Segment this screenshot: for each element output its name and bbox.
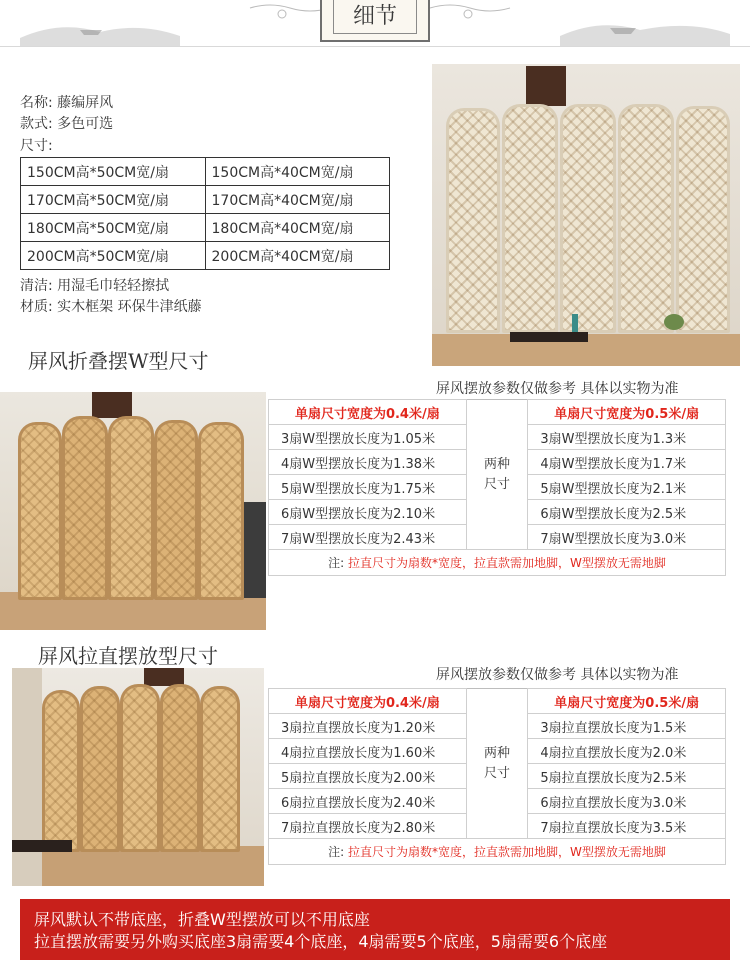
product-photo-cream xyxy=(432,64,740,366)
size-cell: 200CM高*50CM宽/扇 xyxy=(21,242,206,270)
fold-right-header: 单扇尺寸宽度为0.5米/扇 xyxy=(528,400,726,425)
table-note-row xyxy=(269,839,726,865)
product-style-line xyxy=(20,113,113,133)
product-style-value: 多色可选 xyxy=(57,116,114,132)
size-cell: 150CM高*50CM宽/扇 xyxy=(21,158,206,186)
product-clean-key: 清洁: xyxy=(20,278,53,294)
header-divider xyxy=(0,46,750,47)
fold-right-cell: 7扇W型摆放长度为3.0米 xyxy=(528,525,726,550)
screen-panel xyxy=(446,108,500,333)
fold-mid-label-1: 两种 xyxy=(484,456,511,472)
product-size-label: 尺寸: xyxy=(20,138,53,154)
fold-mid-blank xyxy=(466,425,528,450)
product-photo-straight xyxy=(12,668,264,886)
screen-panel xyxy=(62,416,108,600)
screen-panel xyxy=(42,690,80,852)
fold-mid-label-2: 尺寸 xyxy=(484,476,511,492)
fold-left-cell: 4扇W型摆放长度为1.38米 xyxy=(269,450,467,475)
straight-note xyxy=(269,839,726,865)
table-row xyxy=(269,739,726,764)
screen-panel xyxy=(676,106,730,333)
size-row xyxy=(21,158,390,186)
base-notice-banner xyxy=(20,899,730,960)
size-row xyxy=(21,214,390,242)
straight-mid-blank xyxy=(466,714,528,739)
fold-mid-label xyxy=(466,450,528,500)
banner-line-1: 屏风默认不带底座，折叠W型摆放可以不用底座 xyxy=(34,910,370,929)
product-photo-fold xyxy=(0,392,266,630)
straight-mid-blank xyxy=(466,814,528,839)
fold-mid-blank xyxy=(466,525,528,550)
straight-mid-blank xyxy=(466,689,528,714)
table-row xyxy=(269,500,726,525)
table-row xyxy=(269,525,726,550)
banner-line-2: 拉直摆放需要另外购买底座3扇需要4个底座，4扇需要5个底座，5扇需要6个底座 xyxy=(34,932,608,951)
fold-right-cell: 5扇W型摆放长度为2.1米 xyxy=(528,475,726,500)
plant xyxy=(664,314,684,330)
product-clean-line xyxy=(20,275,169,295)
straight-note-text: 拉直尺寸为扇数*宽度，拉直款需加地脚，W型摆放无需地脚 xyxy=(348,845,666,859)
fold-mid-blank xyxy=(466,500,528,525)
straight-right-cell: 6扇拉直摆放长度为3.0米 xyxy=(528,789,726,814)
straight-ref-note: 屏风摆放参数仅做参考 具体以实物为准 xyxy=(436,667,679,683)
size-cell: 170CM高*40CM宽/扇 xyxy=(205,186,390,214)
fold-right-cell: 6扇W型摆放长度为2.5米 xyxy=(528,500,726,525)
fold-mid-blank xyxy=(466,400,528,425)
fold-ref-note: 屏风摆放参数仅做参考 具体以实物为准 xyxy=(436,381,679,397)
fold-right-cell: 4扇W型摆放长度为1.7米 xyxy=(528,450,726,475)
product-name-key: 名称: xyxy=(20,95,53,111)
screen-panel xyxy=(198,422,244,600)
size-table xyxy=(20,157,390,270)
photo-floor xyxy=(12,846,264,886)
lattice-window xyxy=(526,66,566,106)
lattice-window xyxy=(92,392,132,418)
screen-panel xyxy=(560,104,616,333)
cabinet xyxy=(244,502,266,598)
screen-panel xyxy=(18,422,62,600)
straight-left-cell: 3扇拉直摆放长度为1.20米 xyxy=(269,714,467,739)
straight-right-cell: 7扇拉直摆放长度为3.5米 xyxy=(528,814,726,839)
fold-left-cell: 7扇W型摆放长度为2.43米 xyxy=(269,525,467,550)
fold-left-cell: 5扇W型摆放长度为1.75米 xyxy=(269,475,467,500)
tea-table xyxy=(510,332,588,342)
fold-right-cell: 3扇W型摆放长度为1.3米 xyxy=(528,425,726,450)
fold-note-label: 注: xyxy=(328,556,345,570)
size-cell: 200CM高*40CM宽/扇 xyxy=(205,242,390,270)
straight-right-header: 单扇尺寸宽度为0.5米/扇 xyxy=(528,689,726,714)
straight-left-cell: 4扇拉直摆放长度为1.60米 xyxy=(269,739,467,764)
size-cell: 180CM高*40CM宽/扇 xyxy=(205,214,390,242)
fold-left-header: 单扇尺寸宽度为0.4米/扇 xyxy=(269,400,467,425)
screen-panel xyxy=(502,104,558,333)
screen-panel xyxy=(120,684,160,852)
size-cell: 150CM高*40CM宽/扇 xyxy=(205,158,390,186)
product-style-key: 款式: xyxy=(20,116,53,132)
vase xyxy=(572,314,578,332)
product-material-value: 实木框架 环保牛津纸藤 xyxy=(57,299,202,315)
straight-mid-label-2: 尺寸 xyxy=(484,765,511,781)
table-row xyxy=(269,814,726,839)
screen-panel xyxy=(160,684,200,852)
straight-left-header: 单扇尺寸宽度为0.4米/扇 xyxy=(269,689,467,714)
fold-param-table xyxy=(268,399,726,576)
fold-section-title: 屏风折叠摆W型尺寸 xyxy=(28,349,209,373)
fold-note-text: 拉直尺寸为扇数*宽度，拉直款需加地脚，W型摆放无需地脚 xyxy=(348,556,666,570)
tea-table xyxy=(12,840,72,852)
screen-panel xyxy=(618,104,674,333)
straight-left-cell: 5扇拉直摆放长度为2.00米 xyxy=(269,764,467,789)
product-name-line xyxy=(20,92,113,112)
size-row xyxy=(21,242,390,270)
table-row xyxy=(269,450,726,475)
size-row xyxy=(21,186,390,214)
size-cell: 180CM高*50CM宽/扇 xyxy=(21,214,206,242)
product-material-key: 材质: xyxy=(20,299,53,315)
header-banner xyxy=(0,0,750,62)
screen-panel xyxy=(108,416,154,600)
table-row xyxy=(269,789,726,814)
product-name-value: 藤编屏风 xyxy=(57,95,114,111)
screen-panel xyxy=(80,686,120,852)
straight-right-cell: 5扇拉直摆放长度为2.5米 xyxy=(528,764,726,789)
straight-left-cell: 6扇拉直摆放长度为2.40米 xyxy=(269,789,467,814)
screen-panel xyxy=(200,686,240,852)
table-row xyxy=(269,425,726,450)
straight-left-cell: 7扇拉直摆放长度为2.80米 xyxy=(269,814,467,839)
product-material-line xyxy=(20,296,202,316)
fold-left-cell: 3扇W型摆放长度为1.05米 xyxy=(269,425,467,450)
side-wall xyxy=(12,668,42,886)
straight-mid-label xyxy=(466,739,528,789)
straight-mid-blank xyxy=(466,789,528,814)
table-header-row xyxy=(269,400,726,425)
straight-section-title: 屏风拉直摆放型尺寸 xyxy=(38,644,218,668)
straight-right-cell: 4扇拉直摆放长度为2.0米 xyxy=(528,739,726,764)
table-header-row xyxy=(269,689,726,714)
size-cell: 170CM高*50CM宽/扇 xyxy=(21,186,206,214)
screen-panel xyxy=(154,420,198,600)
straight-mid-label-1: 两种 xyxy=(484,745,511,761)
straight-param-table xyxy=(268,688,726,865)
table-row xyxy=(269,714,726,739)
fold-left-cell: 6扇W型摆放长度为2.10米 xyxy=(269,500,467,525)
header-title: 细节 xyxy=(352,4,397,29)
straight-note-label: 注: xyxy=(328,845,345,859)
straight-right-cell: 3扇拉直摆放长度为1.5米 xyxy=(528,714,726,739)
fold-note xyxy=(269,550,726,576)
product-clean-value: 用湿毛巾轻轻擦拭 xyxy=(57,278,170,294)
table-note-row xyxy=(269,550,726,576)
